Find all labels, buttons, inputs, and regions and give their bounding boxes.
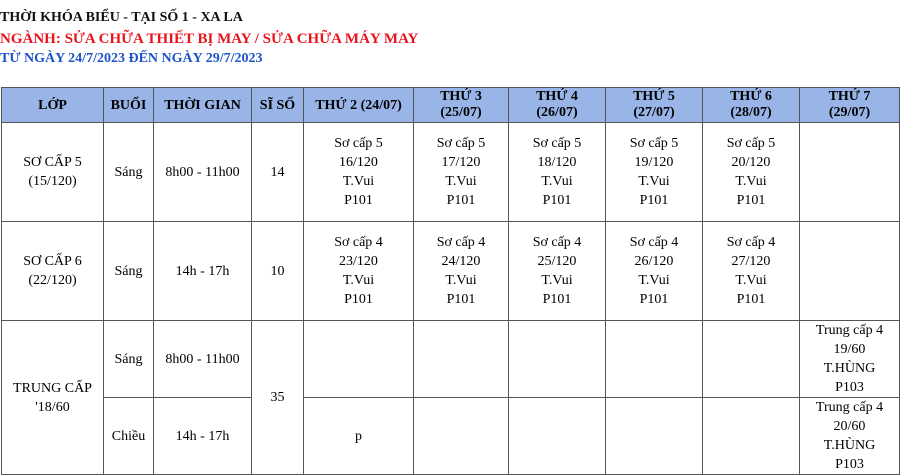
day-cell: Sơ cấp 5 16/120 T.Vui P101 [304,123,414,222]
count-cell: 14 [252,123,304,222]
day-cell: Trung cấp 4 20/60 T.HÙNG P103 [800,398,900,475]
time-cell: 8h00 - 11h00 [154,321,252,398]
time-cell: 14h - 17h [154,398,252,475]
header-row [2,88,900,123]
col-thu4: THỨ 4 (26/07) [509,88,606,123]
count-cell: 35 [252,321,304,475]
day-cell: Sơ cấp 4 24/120 T.Vui P101 [414,222,509,321]
session-cell: Chiều [104,398,154,475]
timetable [1,87,900,475]
schedule-title: THỜI KHÓA BIỂU - TẠI SỐ 1 - XA LA [0,10,243,25]
day-cell: Sơ cấp 4 27/120 T.Vui P101 [703,222,800,321]
col-thu2: THỨ 2 (24/07) [304,88,414,123]
day-cell [414,398,509,475]
col-thu7: THỨ 7 (29/07) [800,88,900,123]
session-cell: Sáng [104,222,154,321]
session-cell: Sáng [104,321,154,398]
day-cell [606,321,703,398]
day-cell [509,321,606,398]
table-row [2,123,900,222]
day-cell: Sơ cấp 5 19/120 T.Vui P101 [606,123,703,222]
day-cell [606,398,703,475]
day-cell [414,321,509,398]
col-lop: LỚP [2,88,104,123]
time-cell: 14h - 17h [154,222,252,321]
day-cell: Sơ cấp 5 17/120 T.Vui P101 [414,123,509,222]
day-cell [703,398,800,475]
session-cell: Sáng [104,123,154,222]
class-cell: SƠ CẤP 5 (15/120) [2,123,104,222]
day-cell: Sơ cấp 4 23/120 T.Vui P101 [304,222,414,321]
day-cell [703,321,800,398]
day-cell [800,222,900,321]
col-buoi: BUỔI [104,88,154,123]
major-title: NGÀNH: SỬA CHỮA THIẾT BỊ MAY / SỬA CHỮA MÁY MAY [0,31,419,47]
class-cell: SƠ CẤP 6 (22/120) [2,222,104,321]
count-cell: 10 [252,222,304,321]
day-cell: Sơ cấp 5 20/120 T.Vui P101 [703,123,800,222]
col-thoi-gian: THỜI GIAN [154,88,252,123]
col-thu5: THỨ 5 (27/07) [606,88,703,123]
day-cell: Sơ cấp 4 26/120 T.Vui P101 [606,222,703,321]
day-cell [304,321,414,398]
class-cell: TRUNG CẤP '18/60 [2,321,104,475]
col-si-so: SĨ SỐ [252,88,304,123]
date-range: TỪ NGÀY 24/7/2023 ĐẾN NGÀY 29/7/2023 [0,51,263,66]
day-cell [509,398,606,475]
table-row [2,321,900,398]
table-row [2,222,900,321]
day-cell: Sơ cấp 4 25/120 T.Vui P101 [509,222,606,321]
col-thu3: THỨ 3 (25/07) [414,88,509,123]
day-cell: Sơ cấp 5 18/120 T.Vui P101 [509,123,606,222]
time-cell: 8h00 - 11h00 [154,123,252,222]
day-cell: Trung cấp 4 19/60 T.HÙNG P103 [800,321,900,398]
day-cell: p [304,398,414,475]
col-thu6: THỨ 6 (28/07) [703,88,800,123]
day-cell [800,123,900,222]
table-row [2,398,900,475]
